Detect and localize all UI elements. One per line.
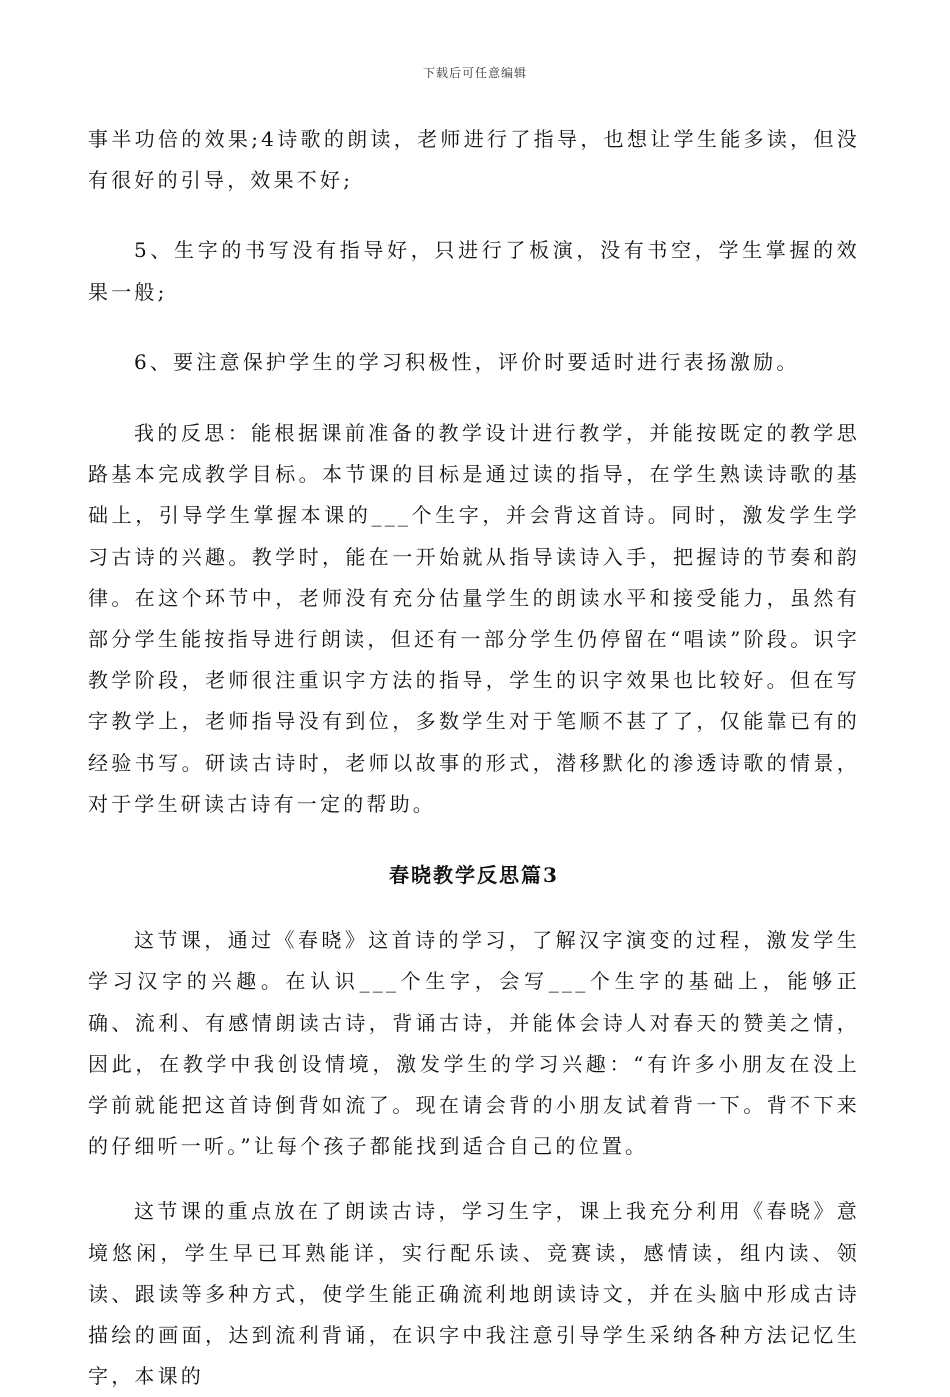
paragraph-continued: 事半功倍的效果;4诗歌的朗读，老师进行了指导，也想让学生能多读，但没有很好的引导，效果不好; xyxy=(88,127,860,193)
paragraph-item-6: 6、要注意保护学生的学习积极性，评价时要适时进行表扬激励。 xyxy=(134,349,800,374)
page-header: 下载后可任意编辑 xyxy=(422,66,527,80)
paragraph-reflection: 我的反思：能根据课前准备的教学设计进行教学，并能按既定的教学思路基本完成教学目标。本节课的目标是通过读的指导，在学生熟读诗歌的基础上，引导学生掌握本课的___个生字，并会背这首诗。同时，激发学生学习古诗的兴趣。教学时，能在一开始就从指导读诗入手，把握诗的节奏和韵律。在这个环节中，老师没有充分估量学生的朗读水平和接受能力，虽然有部分学生能按指导进行朗读，但还有一部分学生仍停留在“唱读”阶段。识字教学阶段，老师很注重识字方法的指导，学生的识字效果也比较好。但在写字教学上，老师指导没有到位，多数学生对于笔顺不甚了了，仅能靠已有的经验书写。研读古诗时，老师以故事的形式，潜移默化的渗透诗歌的情景，对于学生研读古诗有一定的帮助。 xyxy=(88,421,860,816)
section-paragraph: 这节课，通过《春晓》这首诗的学习，了解汉字演变的过程，激发学生学习汉字的兴趣。在认识___个生字，会写___个生字的基础上，能够正确、流利、有感情朗读古诗，背诵古诗，并能体会诗人对春天的赞美之情，因此，在教学中我创设情境，激发学生的学习兴趣：“有许多小朋友在没上学前就能把这首诗倒背如流了。现在请会背的小朋友试着背一下。背不下来的仔细听一听。”让每个孩子都能找到适合自己的位置。 xyxy=(88,928,860,1159)
paragraph-item-5: 5、生字的书写没有指导好，只进行了板演，没有书空，学生掌握的效果一般; xyxy=(88,238,860,304)
section-paragraph: 这节课的重点放在了朗读古诗，学习生字，课上我充分利用《春晓》意境悠闲，学生早已耳熟能详，实行配乐读、竞赛读，感情读，组内读、领读、跟读等多种方式，使学生能正确流利地朗读诗文，并在头脑中形成古诗描绘的画面，达到流利背诵，在识字中我注意引导学生采纳各种方法记忆生字，本课的 xyxy=(88,1199,860,1389)
section-title: 春晓教学反思篇3 xyxy=(389,863,559,888)
document-body xyxy=(88,119,860,1397)
